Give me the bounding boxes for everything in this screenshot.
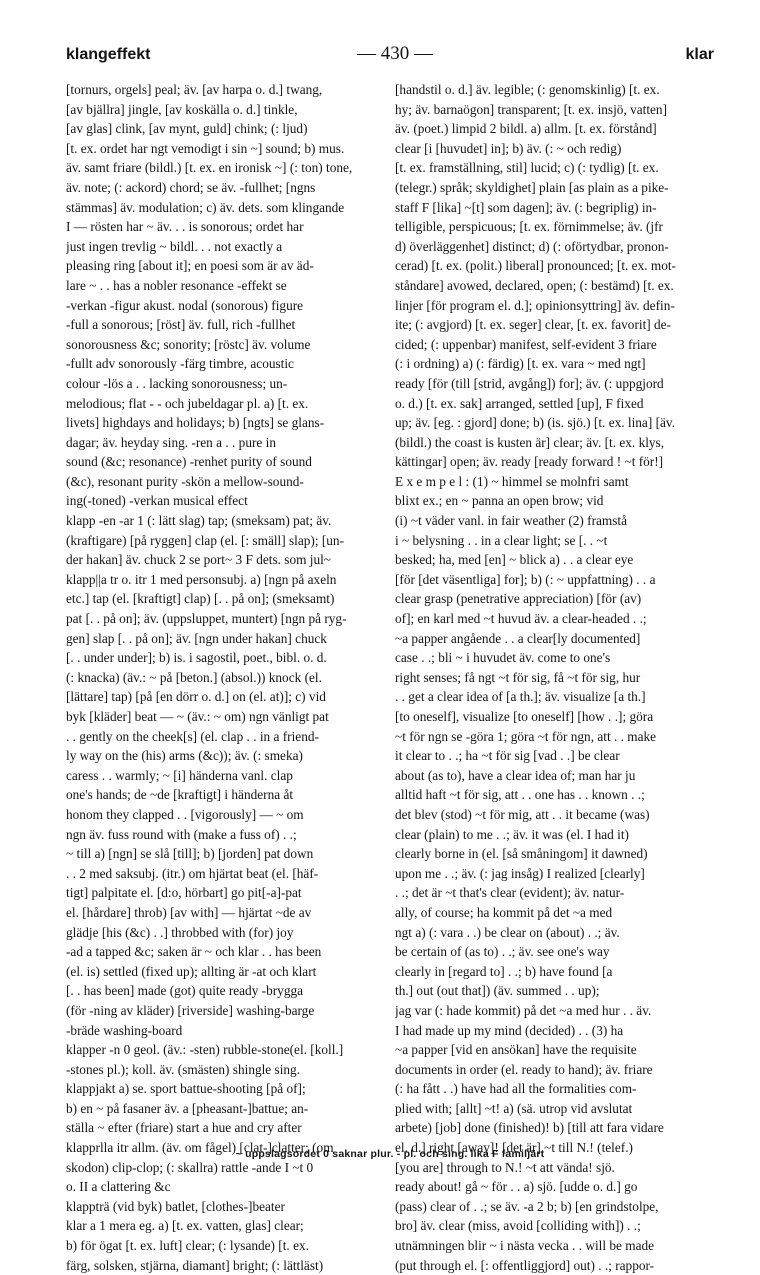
entry-line: documents in order (el. ready to hand); äv. friare [395, 1061, 653, 1077]
entry-line: plied with; [allt] ~t! a) (sä. utrop vid avslutat [395, 1100, 633, 1116]
entry-line: -full a sonorous; [röst] äv. full, rich -fullhet [66, 317, 296, 333]
entry-line: det blev (stod) ~t för mig, att . . it became (was) [395, 806, 650, 822]
page-header [66, 40, 714, 70]
entry-line: pat [. . på on]; äv. (uppsluppet, muntert) [ngn på ryg- [66, 611, 347, 627]
entry-line: cided; (: uppenbar) manifest, self-evident 3 friare [395, 336, 657, 352]
entry-line: -stones pl.); koll. äv. (smästen) shingle sing. [66, 1061, 301, 1077]
entry-line: up; äv. [eg. : gjord] done; b) (is. sjö.) [t. ex. lina] [äv. [395, 415, 676, 431]
entry-line: b) för ögat [t. ex. luft] clear; (: lysande) [t. ex. [66, 1238, 309, 1254]
entry-line: ite; (: avgjord) [t. ex. seger] clear, [t. ex. favorit] de- [395, 317, 671, 333]
entry-line: clearly in [regard to] . .; b) have found [a [395, 963, 613, 979]
entry-line: (put through el. [: offentliggjord] out) . .; rappor- [395, 1257, 655, 1273]
entry-line: klapper -n 0 geol. (äv.: -sten) rubble-stone(el. [koll.] [66, 1042, 344, 1058]
entry-line: der hakan] äv. chuck 2 se port~ 3 F dets. som jul~ [66, 552, 332, 568]
entry-line: ~a papper angående . . a clear[ly documented] [395, 630, 641, 646]
entry-line: [lättare] tap) [på [en dörr o. d.] on (el. at)]; c) vid [66, 689, 326, 705]
entry-line: (i) ~t väder vanl. in fair weather (2) framstå [395, 513, 628, 529]
entry-line: klapp||a tr o. itr 1 med personsubj. a) [ngn på axeln [66, 571, 337, 587]
entry-line: -verkan -figur akust. nodal (sonorous) figure [66, 297, 304, 313]
entry-line: kättingar] open; äv. ready [ready forward ! ~t för!] [395, 454, 664, 470]
entry-line: clearly borne in (el. [så småningom] it dawned) [395, 846, 648, 862]
entry-line: [av glas] clink, [av mynt, guld] chink; (: ljud) [66, 121, 308, 137]
entry-line: [to oneself], visualize [to oneself] [how . .]; göra [395, 709, 654, 724]
entry-line: be certain of (as to) . .; äv. see one's way [395, 944, 610, 960]
entry-line: E x e m p e l : (1) ~ himmel se molnfri samt [395, 473, 629, 489]
entry-line: ~t för ngn se -göra 1; göra ~t för ngn, att . . make [395, 728, 657, 744]
entry-line: clear [i [huvudet] in]; b) äv. (: ~ och redig) [395, 140, 622, 156]
entry-line: (&c), resonant purity -skön a mellow-sound- [66, 473, 304, 489]
entry-line: melodious; flat - - och jubeldagar pl. a) [t. ex. [66, 395, 309, 411]
entry-line: färg, solsken, stjärna, diamant] bright; (: lättläst) [66, 1257, 324, 1273]
entry-line: klappträ (vid byk) batlet, [clothes-]beater [66, 1198, 285, 1214]
entry-line: (: knacka) (äv.: ~ på [beton.] (absol.)) knock (el. [66, 669, 322, 685]
entry-line: (kraftigare) [på ryggen] clap (el. [: smäll] slap); [un- [66, 532, 345, 548]
entry-line: gen] slap [. . på on]; äv. [ngn under hakan] chuck [66, 630, 327, 646]
entry-line: b) en ~ på fasaner äv. a [pheasant-]battue; an- [66, 1100, 309, 1116]
entry-line: [. . under under]; b) is. i sagostil, poet., bibl. o. d. [66, 650, 327, 666]
entry-line: blixt ex.; en ~ panna an open brow; vid [395, 493, 604, 509]
entry-line: livets] highdays and holidays; b) [ngts] se glans- [66, 415, 325, 431]
entry-line: ngt a) (: vara . .) be clear on (about) . .; äv. [395, 924, 620, 940]
entry-line: [för [det väsentliga] for]; b) (: ~ uppfattning) . . a [395, 571, 656, 587]
entry-line: [t. ex. framställning, stil] lucid; c) (: tydlig) [t. ex. [395, 160, 659, 176]
guide-word-left: klangeffekt [66, 46, 151, 63]
entry-line: klar a 1 mera eg. a) [t. ex. vatten, glas] clear; [66, 1218, 304, 1234]
entry-line: ly way on the (his) arms (&c)); äv. (: smeka) [66, 748, 303, 764]
guide-word-right: klar [685, 46, 714, 63]
entry-line: . . gently on the cheek[s] (el. clap . . in a friend- [66, 728, 319, 744]
entry-line: telligible, perspicuous; [t. ex. förnimmelse; äv. (jfr [395, 219, 663, 235]
entry-line: [t. ex. ordet har ngt vemodigt i sin ~] sound; b) mus. [66, 140, 345, 156]
entry-line: o. II a clattering &c [66, 1179, 171, 1195]
entry-line: (: ha fått . .) have had all the formalities com- [395, 1081, 637, 1097]
entry-line: case . .; bli ~ i huvudet äv. come to one's [395, 650, 611, 666]
entry-line: i ~ belysning . . in a clear light; se [. . ~t [395, 532, 608, 548]
entry-line: hy; äv. barnaögon] transparent; [t. ex. insjö, vatten] [395, 101, 668, 117]
entry-line: -bräde washing-board [66, 1022, 183, 1038]
entry-line: (pass) clear of . .; se äv. -a 2 b; b) [en grindstolpe, [395, 1198, 659, 1214]
entry-line: ngn äv. fuss round with (make a fuss of) . .; [66, 826, 297, 842]
entry-line: I — rösten har ~ äv. . . is sonorous; ordet har [66, 219, 304, 235]
entry-line: . . 2 med saksubj. (itr.) om hjärtat beat (el. [häf- [66, 865, 319, 881]
entry-line: honom they clapped . . [vigorously] — ~ om [66, 806, 304, 822]
entry-line: th.] out (out that]) (äv. summed . . up); [395, 983, 600, 999]
entry-line: ally, of course; ha kommit på det ~a med [395, 904, 613, 920]
entry-line: klapprlla itr allm. (äv. om fågel) [clat-]clatter; (om [66, 1140, 334, 1156]
entry-line: skodon) clip-clop; (: skallra) rattle -ande I ~t 0 [66, 1159, 314, 1175]
entry-line: (telegr.) språk; skyldighet] plain [as plain as a pike- [395, 179, 669, 195]
entry-line: (: i ordning) a) (: färdig) [t. ex. vara ~ med ngt] [395, 356, 646, 372]
entry-line: utnämningen blir ~ i nästa vecka . . will be made [395, 1238, 655, 1254]
entry-line: . . get a clear idea of [a th.]; äv. visualize [a th.] [395, 689, 646, 705]
entry-line: clear grasp (penetrative appreciation) [för (av) [395, 591, 642, 607]
entry-line: äv. note; (: ackord) chord; se äv. -fullhet; [ngns [66, 179, 316, 195]
entry-line: äv. samt friare (bildl.) [t. ex. en ironisk ~] (: ton) tone, [66, 160, 353, 176]
abbreviation-legend: ~ uppslagsordet 0 saknar plur. - pl. och sing. lika F familjärt [235, 1148, 545, 1160]
entry-line: staff F [lika] ~[t] som dagen]; äv. (: begriplig) in- [395, 199, 657, 215]
entry-line: just ingen trevlig ~ bildl. . . not exactly a [66, 238, 283, 254]
entry-line: one's hands; de ~de [kraftigt] i händerna åt [66, 787, 294, 803]
entry-line: linjer [för program el. d.]; opinionsyttring] äv. defin- [395, 297, 675, 313]
entry-line: upon me . .; äv. (: jag insåg) I realized [clearly] [395, 865, 645, 881]
entry-line: cerad) [t. ex. (polit.) liberal] pronounced; [t. ex. mot- [395, 258, 676, 274]
entry-line: stämmas] äv. modulation; c) äv. dets. som klingande [66, 199, 345, 215]
entry-line: caress . . warmly; ~ [i] händerna vanl. clap [66, 767, 293, 783]
entry-line: sonorousness &c; sonority; [röstс] äv. volume [66, 336, 311, 352]
entry-line: sound (&c; resonance) -renhet purity of sound [66, 454, 312, 470]
entry-line: about (as to), have a clear idea of; man har ju [395, 767, 636, 783]
entry-line: byk [kläder] beat — ~ (äv.: ~ om) ngn vänligt pat [66, 709, 329, 724]
entry-line: el. d.] right [away]! [det är] ~t till N.! (telef.) [395, 1140, 633, 1156]
entry-line: o. d.) [t. ex. sak] arranged, settled [up], F fixed [395, 395, 644, 411]
entry-line: (bildl.) the coast is kusten är] clear; äv. [t. ex. klys, [395, 434, 665, 450]
entry-line: [you are] through to N.! ~t att vända! sjö. [395, 1159, 615, 1175]
entry-line: d) överläggenhet] distinct; d) (: oförtydbar, pronon- [395, 238, 669, 254]
entry-line: [tornurs, orgels] peal; äv. [av harpa o. d.] twang, [66, 82, 323, 97]
entry-line: bro] äv. clear (miss, avoid [colliding with]) . .; [395, 1218, 641, 1234]
entry-line: (för -ning av kläder) [riverside] washing-barge [66, 1002, 315, 1018]
entry-line: [av bjällra] jingle, [av koskälla o. d.] tinkle, [66, 101, 298, 117]
entry-line: -ad a tapped &c; saken är ~ och klar . . has been [66, 944, 322, 960]
entry-line: besked; ha, med [en] ~ blick a) . . a clear eye [395, 552, 634, 568]
entry-line: . .; det är ~t that's clear (evident); äv. natur- [395, 885, 625, 901]
entry-line: arbete) [job] done (finished)! b) [till att fara vidare [395, 1120, 664, 1136]
entry-line: lare ~ . . has a nobler resonance -effekt se [66, 277, 287, 293]
entry-line: etc.] tap (el. [kraftigt] clap) [. . på on]; (smeksamt) [66, 591, 335, 607]
entry-line: ready [för (till [strid, avgång]) for]; äv. (: uppgjord [395, 375, 664, 391]
entry-line: colour -lös a . . lacking sonorousness; un- [66, 375, 288, 391]
entry-line: ställa ~ efter (friare) start a hue and cry after [66, 1120, 302, 1136]
page-number: — 430 — [357, 43, 433, 64]
entry-line: pleasing ring [about it]; en poesi som är av äd- [66, 258, 314, 274]
entry-line: glädje [his (&c) . .] throbbed with (for) joy [66, 924, 294, 940]
entry-line: it clear to . .; ha ~t för sig [vad . .] be clear [395, 748, 620, 764]
left-column [66, 80, 388, 1275]
entry-line: äv. (poet.) limpid 2 bildl. a) allm. [t. ex. förstånd] [395, 121, 657, 137]
entry-line: klappjakt a) se. sport battue-shooting [på of]; [66, 1081, 306, 1097]
entry-line: ing(-toned) -verkan musical effect [66, 493, 248, 509]
entry-line: (el. is) settled (fixed up); allting är -at och klart [66, 963, 317, 979]
entry-line: I had made up my mind (decided) . . (3) ha [395, 1022, 624, 1038]
entry-line: of]; en karl med ~t huvud äv. a clear-headed . .; [395, 611, 647, 627]
entry-line: klapp -en -ar 1 (: lätt slag) tap; (smeksam) pat; äv. [66, 513, 332, 529]
entry-line: dagar; äv. heyday sing. -ren a . . pure in [66, 434, 276, 450]
entry-line: ståndare] avowed, declared, open; (: bestämd) [t. ex. [395, 277, 674, 293]
entry-line: [. . has been] made (got) quite ready -brygga [66, 983, 304, 999]
entry-line: ~a papper [vid en ansökan] have the requisite [395, 1042, 637, 1058]
entry-line: ready about! gå ~ för . . a) sjö. [udde o. d.] go [395, 1179, 638, 1195]
entry-line: [handstil o. d.] äv. legible; (: genomskinlig) [t. ex. [395, 82, 660, 97]
entry-line: right senses; få ngt ~t för sig, få ~t för sig, hur [395, 669, 641, 685]
entry-line: -fullt adv sonorously -färg timbre, acoustic [66, 356, 294, 372]
entry-line: tigt] palpitate el. [d:o, hörbart] go pit[-a]-pat [66, 885, 302, 901]
entry-line: jag var (: hade kommit) på det ~a med hur . . äv. [395, 1002, 652, 1018]
right-column [395, 80, 717, 1275]
entry-line: clear (plain) to me . .; äv. it was (el. I had it) [395, 826, 629, 842]
entry-line: ~ till a) [ngn] se slå [till]; b) [jorden] pat down [66, 846, 314, 862]
entry-line: el. [hårdare] throb) [av with] — hjärtat ~de av [66, 904, 312, 920]
entry-line: alltid haft ~t för sig, att . . one has . . known . .; [395, 787, 645, 803]
